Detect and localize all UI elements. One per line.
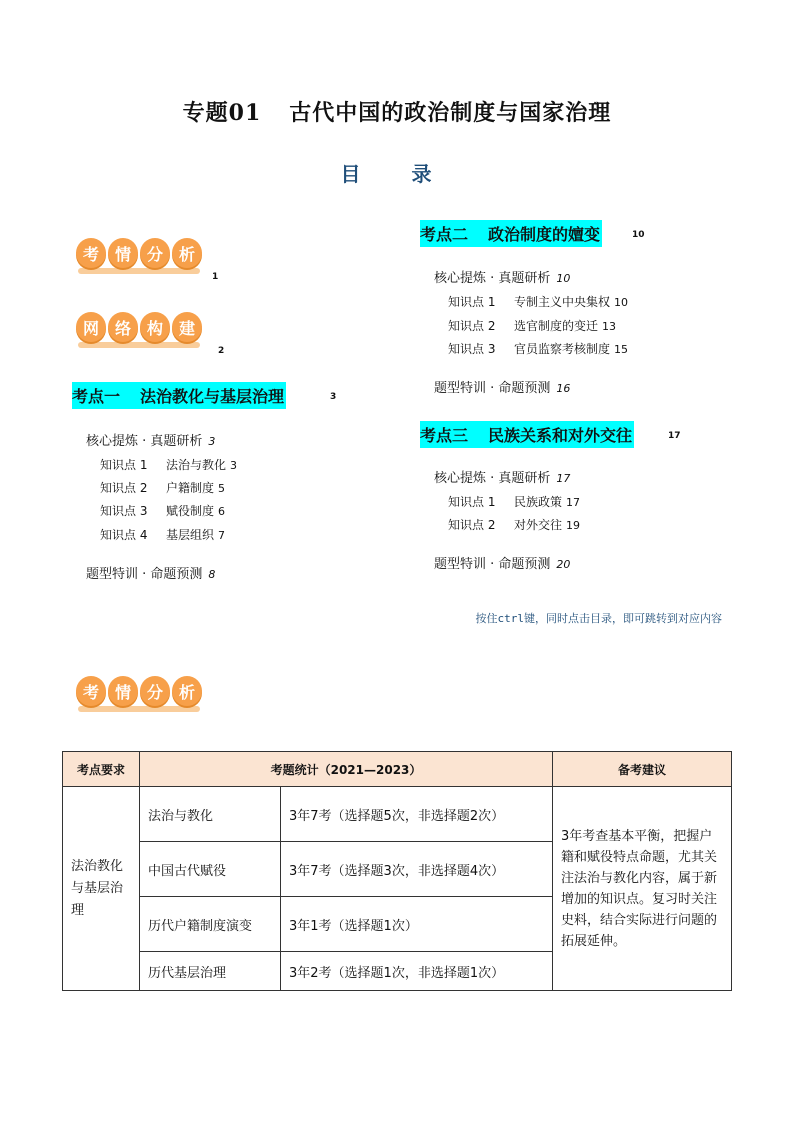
badge-char: 分	[140, 238, 170, 268]
header-advice: 备考建议	[553, 752, 732, 787]
cell-stat: 3年1考（选择题1次）	[281, 897, 553, 952]
entry-label: 核心提炼 · 真题研析	[434, 471, 551, 486]
kp-label: 知识点 2	[100, 481, 148, 495]
exam-stats-table	[62, 751, 732, 991]
entry-page: 10	[556, 272, 571, 285]
entry-page: 3	[208, 435, 216, 448]
badge-char: 分	[140, 676, 170, 706]
cell-stat: 3年2考（选择题1次，非选择题1次）	[281, 952, 553, 991]
toc-train-link[interactable]	[434, 377, 570, 396]
topic-name: 民族关系和对外交往	[488, 426, 633, 445]
kp-page: 17	[566, 496, 581, 509]
entry-page: 20	[556, 558, 571, 571]
toc-train-link[interactable]	[86, 563, 215, 582]
badge-network-page: 2	[218, 346, 225, 356]
kp-label: 知识点 3	[448, 342, 496, 356]
topic-number: 考点二	[420, 225, 469, 244]
toc-knowledge-point[interactable]	[100, 502, 225, 519]
cell-item: 历代户籍制度演变	[140, 897, 281, 952]
cell-stat: 3年7考（选择题3次，非选择题4次）	[281, 842, 553, 897]
kp-name: 户籍制度	[166, 481, 215, 495]
toc-knowledge-point[interactable]	[100, 479, 225, 496]
kp-page: 19	[566, 519, 581, 532]
badge-network[interactable]	[76, 312, 202, 342]
badge-char: 情	[108, 238, 138, 268]
topic-number: 考点一	[72, 387, 121, 406]
toc-knowledge-point[interactable]	[448, 516, 580, 533]
toc-knowledge-point[interactable]	[448, 493, 580, 510]
topic-page: 3	[330, 392, 337, 402]
kp-name: 赋役制度	[166, 504, 215, 518]
entry-label: 核心提炼 · 真题研析	[86, 434, 203, 449]
kp-page: 13	[602, 320, 617, 333]
header-statistics: 考题统计（2021—2023）	[140, 752, 553, 787]
entry-label: 核心提炼 · 真题研析	[434, 271, 551, 286]
toc-core-link[interactable]	[86, 430, 215, 449]
topic-number: 考点三	[420, 426, 469, 445]
toc-topic-3[interactable]	[420, 421, 634, 448]
kp-label: 知识点 1	[100, 458, 148, 472]
kp-label: 知识点 3	[100, 504, 148, 518]
cell-item: 历代基层治理	[140, 952, 281, 991]
toc-topic-1[interactable]	[72, 382, 286, 409]
topic-page: 17	[668, 431, 681, 441]
badge-char: 络	[108, 312, 138, 342]
toc-knowledge-point[interactable]	[100, 526, 225, 543]
badge-char: 析	[172, 676, 202, 706]
cell-advice: 3年考查基本平衡，把握户籍和赋役特点命题，尤其关注法治与教化内容，属于新增加的知识点。复习时关注史料，结合实际进行问题的拓展延伸。	[553, 787, 732, 991]
toc-knowledge-point[interactable]	[448, 317, 616, 334]
badge-analysis-page: 1	[212, 272, 219, 282]
topic-name: 政治制度的嬗变	[488, 225, 601, 244]
toc-knowledge-point[interactable]	[448, 340, 628, 357]
toc-core-link[interactable]	[434, 467, 570, 486]
entry-page: 8	[208, 568, 216, 581]
kp-name: 对外交往	[514, 518, 563, 532]
cell-requirement: 法治教化与基层治理	[63, 787, 140, 991]
badge-char: 析	[172, 238, 202, 268]
header-requirement: 考点要求	[63, 752, 140, 787]
entry-label: 题型特训 · 命题预测	[434, 557, 551, 572]
topic-name: 法治教化与基层治理	[140, 387, 285, 406]
entry-label: 题型特训 · 命题预测	[434, 381, 551, 396]
entry-page: 17	[556, 472, 571, 485]
kp-name: 专制主义中央集权	[514, 295, 611, 309]
kp-page: 3	[230, 459, 238, 472]
topic-page: 10	[632, 230, 645, 240]
badge-analysis[interactable]	[76, 238, 202, 268]
badge-char: 构	[140, 312, 170, 342]
kp-page: 7	[218, 529, 226, 542]
page-title	[0, 96, 794, 127]
badge-char: 建	[172, 312, 202, 342]
toc-core-link[interactable]	[434, 267, 570, 286]
kp-page: 6	[218, 505, 226, 518]
kp-label: 知识点 2	[448, 518, 496, 532]
table-header-row	[63, 752, 732, 787]
cell-item: 法治与教化	[140, 787, 281, 842]
kp-name: 选官制度的变迁	[514, 319, 599, 333]
kp-label: 知识点 1	[448, 495, 496, 509]
cell-stat: 3年7考（选择题5次，非选择题2次）	[281, 787, 553, 842]
table-row	[63, 787, 732, 842]
badge-char: 考	[76, 238, 106, 268]
badge-char: 考	[76, 676, 106, 706]
title-code: 专题01	[182, 100, 262, 126]
navigation-hint: 按住ctrl键，同时点击目录，即可跳转到对应内容	[475, 612, 722, 625]
entry-page: 16	[556, 382, 571, 395]
section-badge-analysis	[76, 676, 202, 706]
kp-label: 知识点 4	[100, 528, 148, 542]
toc-topic-2[interactable]	[420, 220, 602, 247]
kp-name: 基层组织	[166, 528, 215, 542]
badge-char: 情	[108, 676, 138, 706]
entry-label: 题型特训 · 命题预测	[86, 567, 203, 582]
kp-name: 官员监察考核制度	[514, 342, 611, 356]
kp-page: 5	[218, 482, 226, 495]
kp-name: 法治与教化	[166, 458, 227, 472]
badge-char: 网	[76, 312, 106, 342]
toc-heading: 目 录	[340, 162, 454, 186]
toc-knowledge-point[interactable]	[448, 293, 628, 310]
kp-page: 10	[614, 296, 629, 309]
badge-underline	[78, 268, 200, 274]
badge-underline	[78, 342, 200, 348]
badge-underline	[78, 706, 200, 712]
toc-train-link[interactable]	[434, 553, 570, 572]
toc-knowledge-point[interactable]	[100, 456, 237, 473]
kp-label: 知识点 2	[448, 319, 496, 333]
cell-item: 中国古代赋役	[140, 842, 281, 897]
title-text: 古代中国的政治制度与国家治理	[289, 100, 612, 126]
kp-label: 知识点 1	[448, 295, 496, 309]
kp-page: 15	[614, 343, 629, 356]
kp-name: 民族政策	[514, 495, 563, 509]
